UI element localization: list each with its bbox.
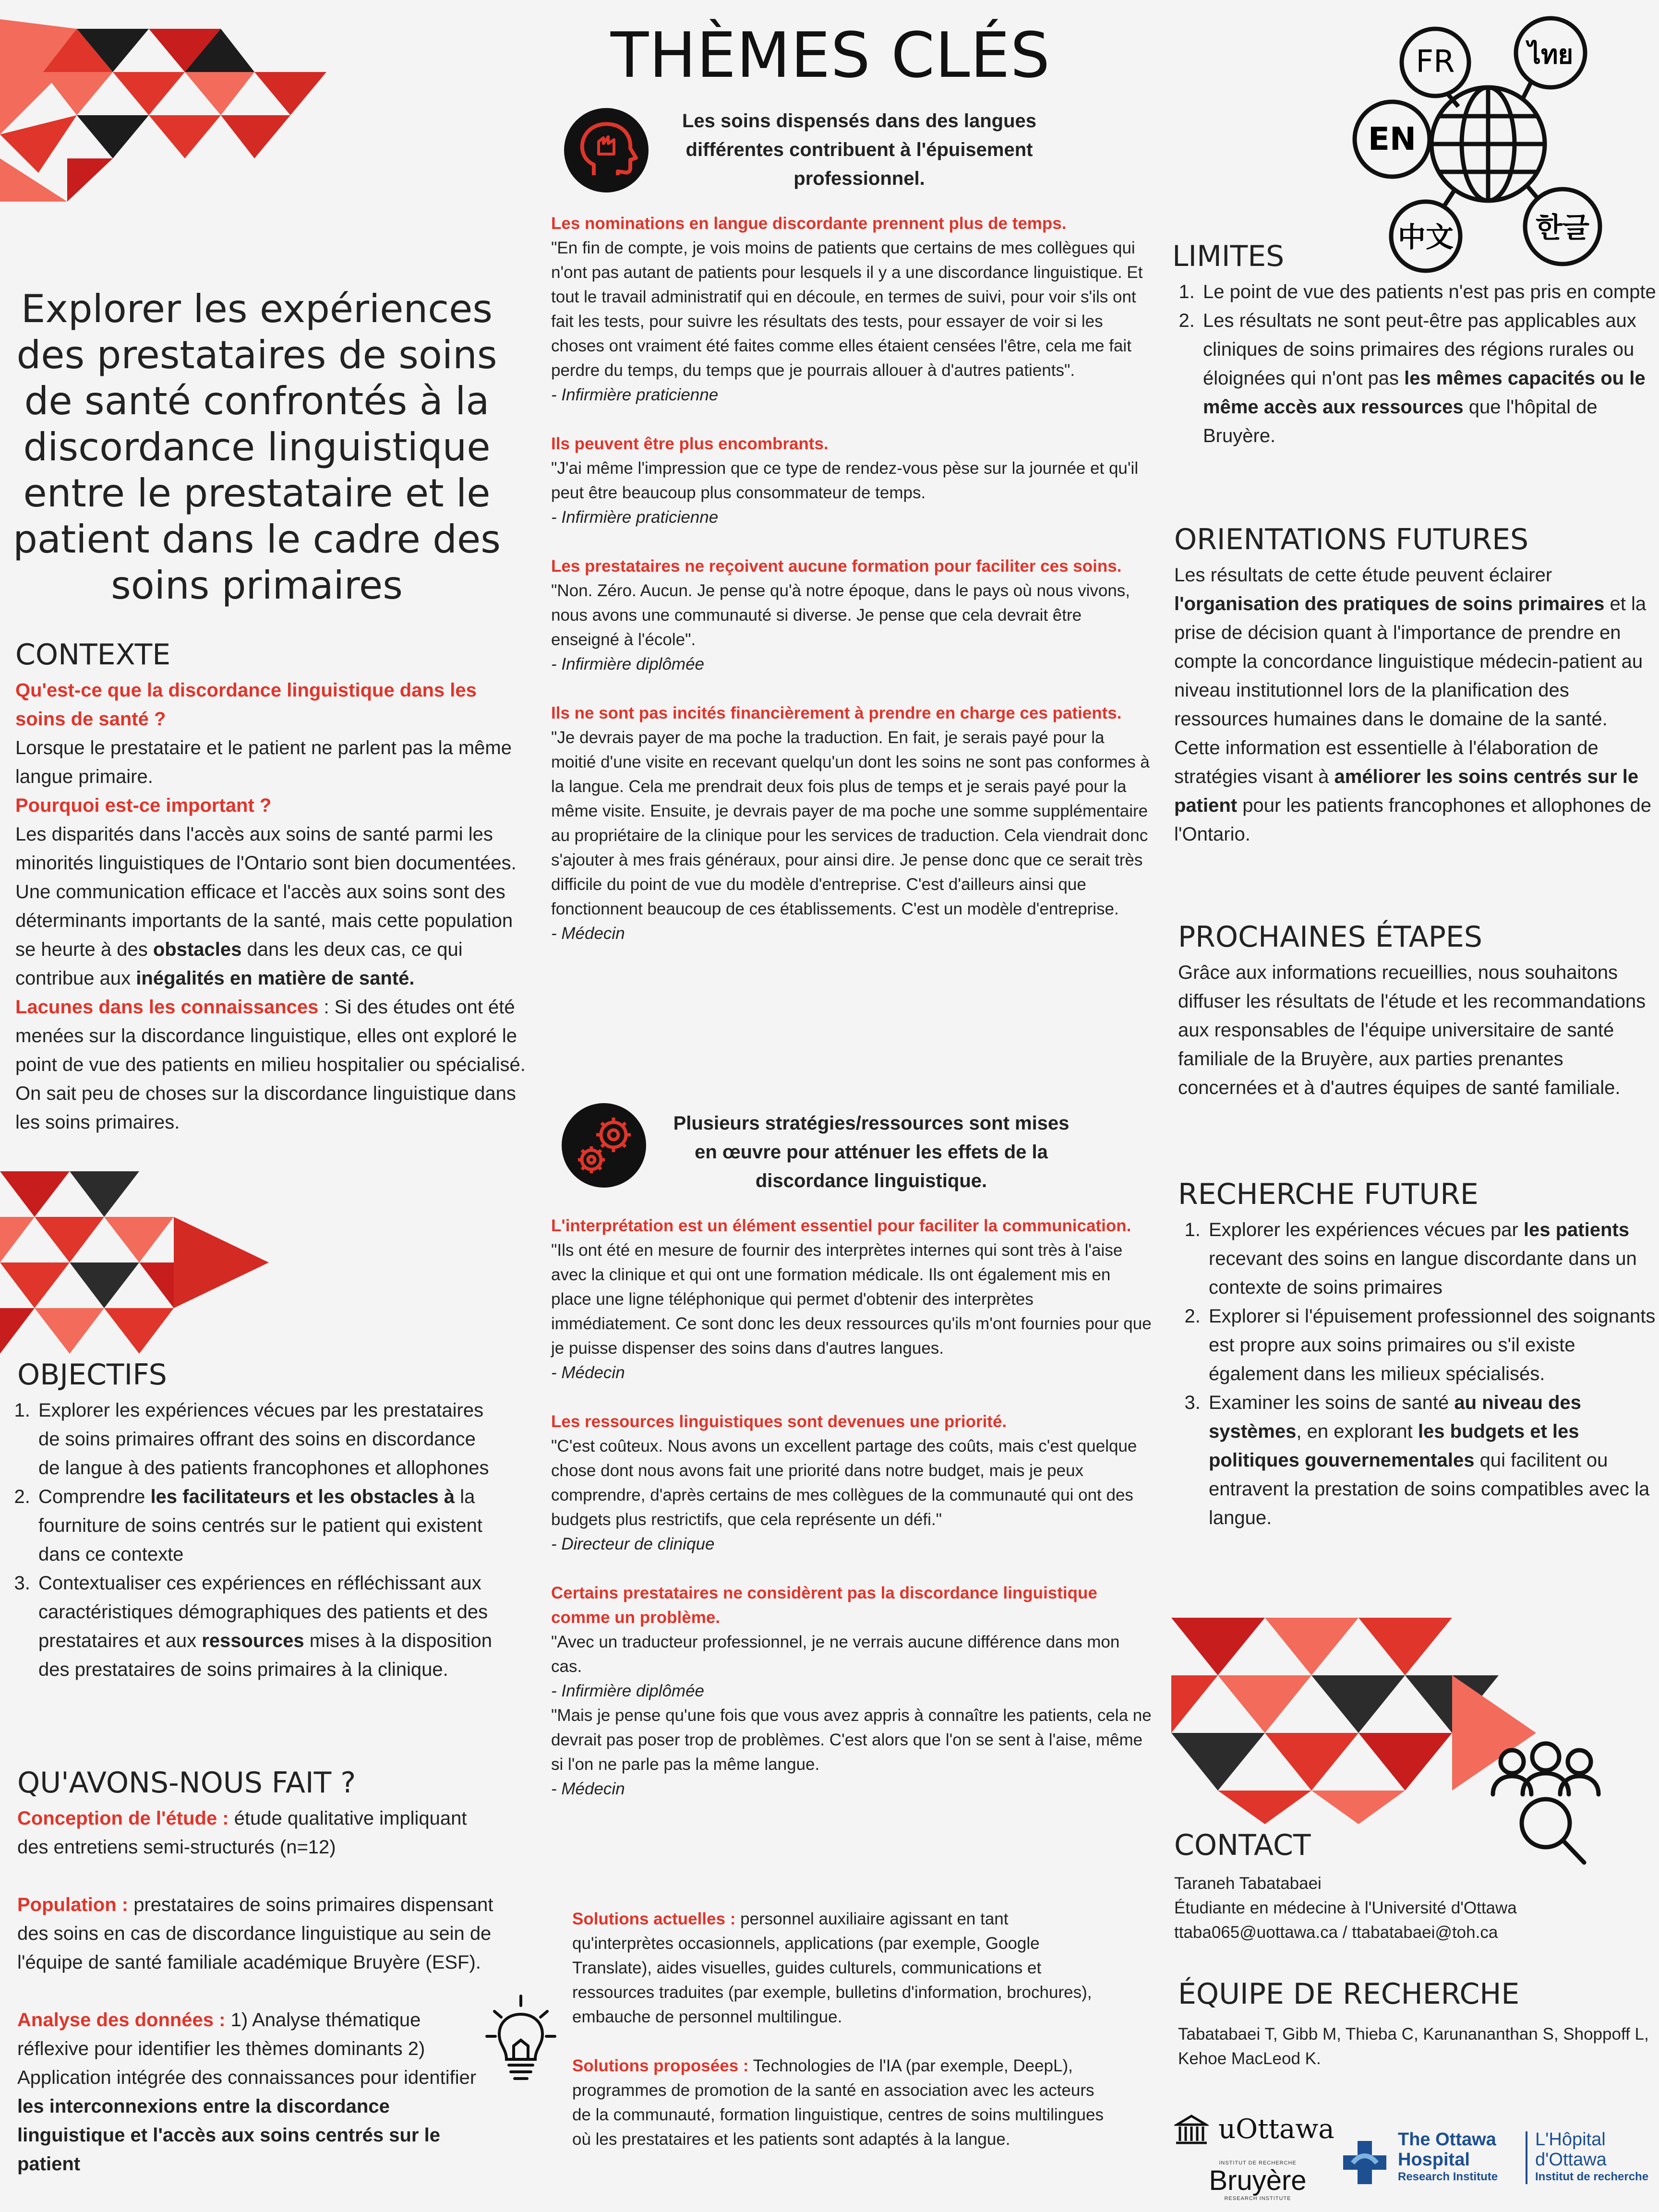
uottawa-logo <box>1174 2112 1333 2151</box>
bruyere-logo-sub: RESEARCH INSTITUTE <box>1224 2196 1291 2201</box>
theme2-section <box>551 1214 1152 1801</box>
recherche-item-2: 2. Explorer si l'épuisement professionnel des soignants est propre aux soins primaires ou s'il existe également dans les milieux spécialisés. <box>1206 1302 1658 1388</box>
orientations-paragraph-2: Cette information est essentielle à l'élaboration de stratégies visant à améliorer les soins centrés sur le patient pour les patients francophones et allophones de l'Ontario. <box>1174 737 1651 845</box>
contexte-section <box>15 638 529 1137</box>
uottawa-logo-text: uOttawa <box>1218 2114 1334 2145</box>
contact-email[interactable]: ttaba065@uottawa.ca / ttabatabaei@toh.ca <box>1174 1923 1498 1942</box>
objectif-item-1: 1. Explorer les expériences vécues par les prestataires de soins primaires offrant des soins en discordance de langue à des patients francophones et allophones <box>36 1396 497 1482</box>
recherche-heading: RECHERCHE FUTURE <box>1178 1178 1479 1211</box>
limites-heading: LIMITES <box>1172 240 1285 273</box>
objectifs-heading: OBJECTIFS <box>17 1358 167 1392</box>
equipe-section <box>1178 1978 1658 2071</box>
theme1-subtheme-4-quote: "Je devrais payer de ma poche la traduction. En fait, je serais payé pour la moitié d'une visite en recevant quelqu'un dont les soins ne sont pas conformes à la langue. Cela me prendrait deux fois plus de temps et je serais payé pour la même visite. Ensuite, je devrais payer de ma poche une somme supplémentaire au propriétaire de la clinique pour les services de traduction. Cela viendrait donc s'ajouter à mes frais généraux, pour ainsi dire. Je pense donc que ce serait très difficile du point de vue du modèle d'entreprise. C'est d'ailleurs ainsi que fonctionnent beaucoup de ces établissements. C'est un modèle d'entreprise. <box>551 728 1150 918</box>
methods-analysis: Analyse des données : 1) Analyse thématique réflexive pour identifier les thèmes dominants 2) Application intégrée des connaissances pour identifier les interconnexions entre la discordance linguistique et l'accès aux soins centrés sur le patient <box>17 2009 477 2175</box>
hdo-line-1: L'Hôpital <box>1535 2129 1606 2150</box>
limites-item-1: 1. Le point de vue des patients n'est pas pris en compte <box>1200 277 1657 306</box>
solutions-proposed: Solutions proposées : Technologies de l'IA (par exemple, DeepL), programmes de promotion de la santé en association avec les acteurs de la communauté, formation linguistique, centres de soins multilingues où les prestataires et les patients sont adaptés à la langue. <box>572 2056 1104 2149</box>
theme2-subtheme-3-attribution-1: - Infirmière diplômée <box>551 1682 704 1700</box>
contexte-question-2: Pourquoi est-ce important ? <box>15 795 272 816</box>
limites-section <box>1172 240 1657 450</box>
toh-sub: Research Institute <box>1398 2170 1498 2183</box>
lightbulb-icon <box>485 1992 557 2088</box>
equipe-members: Tabatabaei T, Gibb M, Thieba C, Karunananthan S, Shoppoff L, Kehoe MacLeod K. <box>1178 2025 1649 2068</box>
decorative-triangles-top-left <box>0 19 326 211</box>
globe-label-en: EN <box>1368 120 1417 157</box>
methods-design: Conception de l'étude : étude qualitative impliquant des entretiens semi-structurés (n=12) <box>17 1808 467 1858</box>
ottawa-hospital-cross-icon <box>1338 2136 1391 2189</box>
theme1-heading: Les soins dispensés dans des langues différentes contribuent à l'épuisement professionnel. <box>682 110 1037 189</box>
theme2-subtheme-1-attribution: - Médecin <box>551 1363 625 1382</box>
theme1-subtheme-3-quote: "Non. Zéro. Aucun. Je pense qu'à notre époque, dans le pays où nous vivons, nous avons une communauté si diverse. Je pense que cela devrait être enseigné à l'école". <box>551 581 1130 649</box>
orientations-paragraph-1: Les résultats de cette étude peuvent éclairer l'organisation des pratiques de soins primaires et la prise de décision quant à l'importance de prendre en compte la concordance linguistique médecin-patient au niveau institutionnel lors de la planification des ressources humaines dans le domaine de la santé. <box>1174 565 1647 730</box>
prochaines-text: Grâce aux informations recueillies, nous souhaitons diffuser les résultats de l'étude et les recommandations aux responsables de l'équipe universitaire de santé familiale de la Bruyère, aux parties prenantes concernées et à d'autres équipes de santé familiale. <box>1178 962 1646 1098</box>
orientations-section <box>1174 523 1659 849</box>
limites-item-2: 2. Les résultats ne sont peut-être pas applicables aux cliniques de soins primaires des régions rurales ou éloignées qui n'ont pas les mêmes capacités ou le même accès aux ressources que l'hôpital de Bruyère. <box>1200 306 1657 450</box>
contact-heading: CONTACT <box>1174 1828 1311 1862</box>
globe-label-thai: ไทย <box>1527 39 1574 70</box>
ottawa-hospital-logo <box>1338 2127 1655 2203</box>
toh-line-2: Hospital <box>1398 2150 1470 2170</box>
bruyere-logo <box>1186 2160 1330 2208</box>
theme1-subtheme-2-title: Ils peuvent être plus encombrants. <box>551 434 829 453</box>
poster-title: Explorer les expériences des prestataires de soins de santé confrontés à la discordance linguistique entre le prestataire et le patient dans le cadre des soins primaires <box>13 287 501 608</box>
contact-role: Étudiante en médecine à l'Université d'Ottawa <box>1174 1899 1517 1917</box>
recherche-section <box>1178 1178 1658 1532</box>
toh-line-1: The Ottawa <box>1398 2129 1496 2150</box>
main-heading: THÈMES CLÉS <box>610 19 1051 92</box>
burnout-head-icon <box>564 108 649 192</box>
solutions-current: Solutions actuelles : personnel auxiliaire agissant en tant qu'interprètes occasionnels, applications (par exemple, Google Translate), aides visuelles, guides culturels, communications et ressources traduites (par exemple, bulletins d'information, brochures), embauche de personnel multilingue. <box>572 1910 1092 2026</box>
theme1-subtheme-1-quote: "En fin de compte, je vois moins de patients que certains de mes collègues qui n'ont pas autant de patients pour lesquels il y a une discordance linguistique. Et tout le travail administratif qui en découle, en termes de suivi, pour voir s'ils ont fait les tests, pour suivre les résultats des tests, pour essayer de voir si les choses ont vraiment été faites comme elles étaient censées l'être, cela me fait perdre du temps, du temps que je pourrais allouer à d'autres patients". <box>551 239 1143 380</box>
methods-heading: QU'AVONS-NOUS FAIT ? <box>17 1766 356 1800</box>
multilingual-globe-icon <box>1344 5 1613 274</box>
theme2-subtheme-3-title: Certains prestataires ne considèrent pas la discordance linguistique comme un problème. <box>551 1584 1097 1627</box>
contexte-question-1: Qu'est-ce que la discordance linguistique dans les soins de santé ? <box>15 680 477 730</box>
contact-section <box>1174 1829 1654 1945</box>
contexte-answer-1: Lorsque le prestataire et le patient ne parlent pas la même langue primaire. <box>15 737 512 787</box>
hdo-sub: Institut de recherche <box>1535 2170 1649 2183</box>
theme1-subtheme-2-attribution: - Infirmière praticienne <box>551 508 719 527</box>
contexte-heading: CONTEXTE <box>15 638 171 672</box>
bruyere-logo-name: Bruyère <box>1209 2165 1307 2196</box>
decorative-triangles-bottom-right <box>1171 1599 1536 1824</box>
theme1-subtheme-4-attribution: - Médecin <box>551 924 625 943</box>
globe-label-fr: FR <box>1416 44 1455 80</box>
solutions-section <box>572 1907 1110 2152</box>
equipe-heading: ÉQUIPE DE RECHERCHE <box>1178 1977 1520 2011</box>
objectifs-section <box>17 1358 497 1684</box>
contact-name: Taraneh Tabatabaei <box>1174 1874 1322 1893</box>
theme2-subtheme-3-quote-2: "Mais je pense qu'une fois que vous avez appris à connaître les patients, cela ne devrait pas poser trop de problèmes. C'est alors que l'on se sent à l'aise, même si l'on ne parle pas la même langue. <box>551 1706 1152 1774</box>
theme2-subtheme-3-quote-1: "Avec un traducteur professionnel, je ne verrais aucune différence dans mon cas. <box>551 1633 1120 1676</box>
contexte-answer-3: Lacunes dans les connaissances : Si des études ont été menées sur la discordance linguistique, elles ont exploré le point de vue des patients en milieu hospitalier ou spécialisé. On sait peu de choses sur la discordance linguistique dans les soins primaires. <box>15 997 526 1133</box>
gears-icon <box>562 1103 646 1188</box>
prochaines-heading: PROCHAINES ÉTAPES <box>1178 920 1482 954</box>
theme2-subtheme-1-title: L'interprétation est un élément essentiel pour faciliter la communication. <box>551 1216 1131 1235</box>
theme2-subtheme-2-title: Les ressources linguistiques sont devenues une priorité. <box>551 1412 1007 1431</box>
recherche-item-3: 3. Examiner les soins de santé au niveau des systèmes, en explorant les budgets et les politiques gouvernementales qui facilitent ou entravent la prestation de soins compatibles avec la langue. <box>1206 1388 1658 1532</box>
theme1-subtheme-3-attribution: - Infirmière diplômée <box>551 655 704 673</box>
theme2-heading: Plusieurs stratégies/ressources sont mises en œuvre pour atténuer les effets de la discordance linguistique. <box>673 1113 1070 1191</box>
hdo-line-2: d'Ottawa <box>1535 2150 1607 2170</box>
globe-label-chinese: 中文 <box>1397 221 1454 253</box>
decorative-triangles-mid-left <box>0 1171 269 1354</box>
recherche-item-1: 1. Explorer les expériences vécues par les patients recevant des soins en langue discordante dans un contexte de soins primaires <box>1206 1215 1658 1302</box>
prochaines-section <box>1178 921 1658 1102</box>
objectif-item-3: 3. Contextualiser ces expériences en réfléchissant aux caractéristiques démographiques des patients et des prestataires et aux ressources mises à la disposition des prestataires de soins primaires à la clinique. <box>36 1569 497 1684</box>
theme2-subtheme-3-attribution-2: - Médecin <box>551 1779 625 1798</box>
logo-divider <box>1526 2131 1527 2184</box>
contexte-answer-2: Les disparités dans l'accès aux soins de santé parmi les minorités linguistiques de l'Ontario sont bien documentées. Une communication efficace et l'accès aux soins sont des déterminants importants de la santé, mais cette population se heurte à des obstacles dans les deux cas, ce qui contribue aux inégalités en matière de santé. <box>15 824 517 989</box>
theme1-section <box>551 211 1152 946</box>
orientations-heading: ORIENTATIONS FUTURES <box>1174 523 1529 556</box>
uottawa-crest-icon <box>1174 2112 1209 2147</box>
theme1-subtheme-3-title: Les prestataires ne reçoivent aucune formation pour faciliter ces soins. <box>551 557 1122 576</box>
theme2-subtheme-1-quote: "Ils ont été en mesure de fournir des interprètes internes qui sont très à l'aise avec la clinique et qui ont une formation médicale. Ils ont également mis en place une ligne téléphonique qui permet d'obtenir des interprètes immédiatement. Ce sont donc les deux ressources qu'ils m'ont fournies pour que je puisse dispenser des soins dans d'autres langues. <box>551 1241 1152 1358</box>
theme1-subtheme-1-attribution: - Infirmière praticienne <box>551 385 719 404</box>
objectif-item-2: 2. Comprendre les facilitateurs et les obstacles à la fourniture de soins centrés sur le patient qui existent dans ce contexte <box>36 1482 497 1569</box>
methods-section <box>17 1767 497 2178</box>
theme1-subtheme-4-title: Ils ne sont pas incités financièrement à prendre en charge ces patients. <box>551 704 1122 722</box>
contexte-question-3: Lacunes dans les connaissances <box>15 997 319 1018</box>
globe-label-korean: 한글 <box>1535 211 1590 244</box>
theme2-subtheme-2-quote: "C'est coûteux. Nous avons un excellent partage des coûts, mais c'est quelque chose dont nous avons fait une priorité dans notre budget, mais je peux comprendre, d'après certains de mes collègues de la communauté qui ont des budgets plus restrictifs, que cela représente un défi." <box>551 1437 1137 1529</box>
theme1-subtheme-1-title: Les nominations en langue discordante prennent plus de temps. <box>551 214 1067 233</box>
bruyere-logo-top-text: INSTITUT DE RECHERCHE <box>1219 2160 1297 2166</box>
theme1-subtheme-2-quote: "J'ai même l'impression que ce type de rendez-vous pèse sur la journée et qu'il peut être beaucoup plus consommateur de temps. <box>551 459 1139 502</box>
theme2-subtheme-2-attribution: - Directeur de clinique <box>551 1535 715 1553</box>
methods-population: Population : prestataires de soins primaires dispensant des soins en cas de discordance linguistique au sein de l'équipe de santé familiale académique Bruyère (ESF). <box>17 1894 493 1973</box>
